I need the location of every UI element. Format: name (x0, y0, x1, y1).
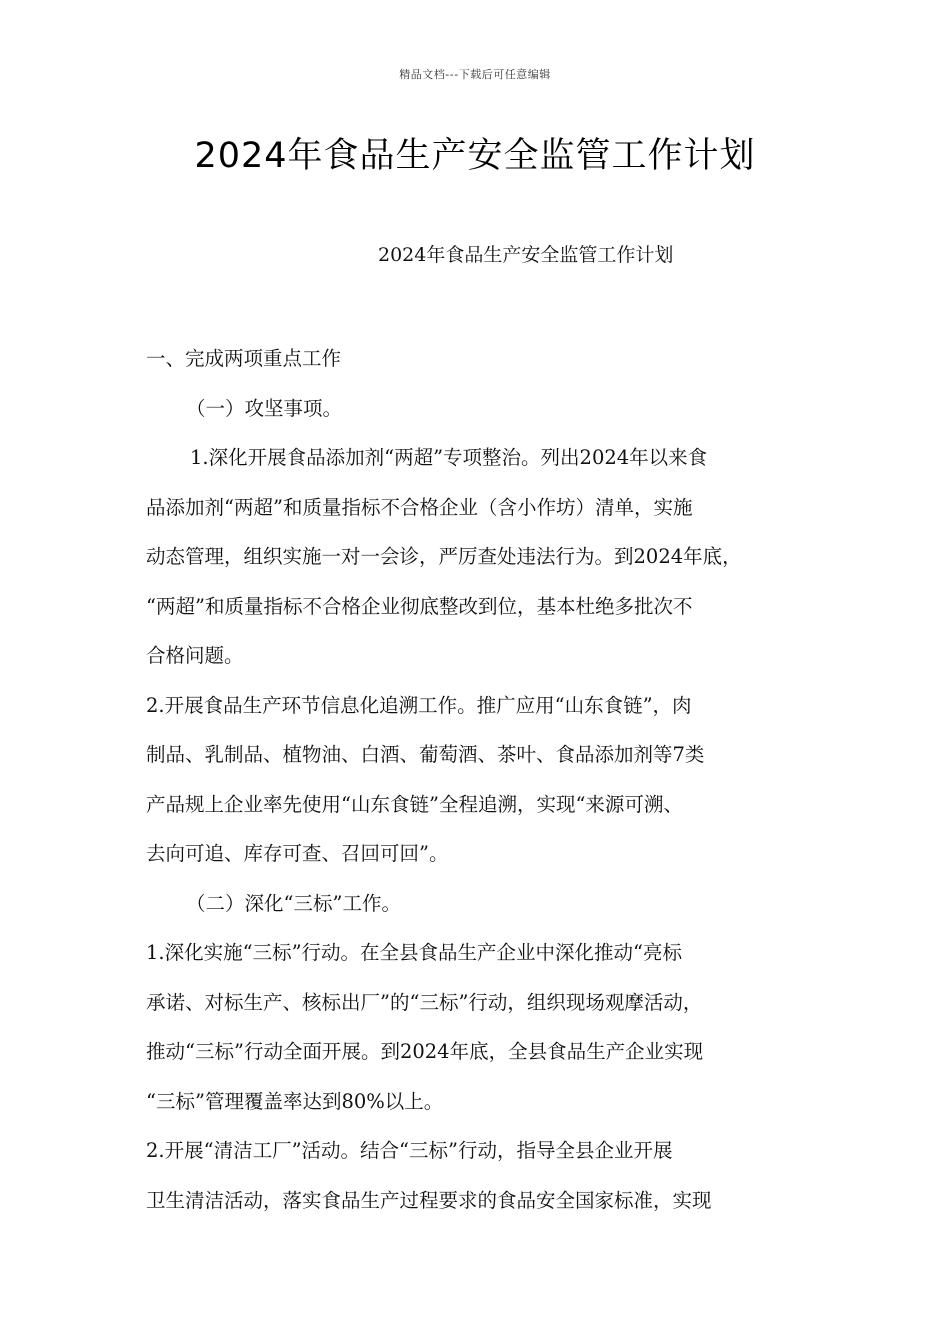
paragraph-line: 1.深化实施“三标”行动。在全县食品生产企业中深化推动“亮标 (146, 941, 683, 964)
paragraph-line: “两超”和质量指标不合格企业彻底整改到位，基本杜绝多批次不 (146, 594, 693, 618)
paragraph-line: 2.开展食品生产环节信息化追溯工作。推广应用“山东食链”，肉 (146, 693, 692, 717)
paragraph-line: 动态管理，组织实施一对一会诊，严厉查处违法行为。到2024年底， (146, 545, 742, 568)
paragraph-line: 去向可追、库存可查、召回可回”。 (146, 842, 449, 865)
section-heading: 一、完成两项重点工作 (146, 347, 342, 370)
paragraph-line: 产品规上企业率先使用“山东食链”全程追溯，实现“来源可溯、 (146, 792, 683, 816)
paragraph-line: 推动“三标”行动全面开展。到2024年底，全县食品生产企业实现 (146, 1040, 704, 1063)
document-subtitle: 2024年食品生产安全监管工作计划 (378, 244, 674, 266)
document-body (146, 334, 814, 1225)
paragraph-line: 制品、乳制品、植物油、白酒、葡萄酒、茶叶、食品添加剂等7类 (146, 743, 705, 766)
paragraph-line: 品添加剂“两超”和质量指标不合格企业（含小作坊）清单，实施 (146, 495, 693, 519)
paragraph-line: 合格问题。 (146, 644, 244, 667)
paragraph-line: 1.深化开展食品添加剂“两超”专项整治。列出2024年以来食 (190, 446, 708, 469)
subsection-heading: （二）深化“三标”工作。 (186, 891, 401, 915)
document-title: 2024年食品生产安全监管工作计划 (194, 136, 756, 176)
header-note: 精品文档---下载后可任意编辑 (399, 68, 551, 81)
paragraph-line: 2.开展“清洁工厂”活动。结合“三标”行动，指导全县企业开展 (146, 1139, 673, 1162)
paragraph-line: “三标”管理覆盖率达到80%以上。 (146, 1089, 444, 1113)
subsection-heading: （一）攻坚事项。 (186, 396, 343, 420)
paragraph-line: 承诺、对标生产、核标出厂”的“三标”行动，组织现场观摩活动， (146, 990, 703, 1014)
paragraph-line: 卫生清洁活动，落实食品生产过程要求的食品安全国家标准，实现 (146, 1188, 712, 1212)
